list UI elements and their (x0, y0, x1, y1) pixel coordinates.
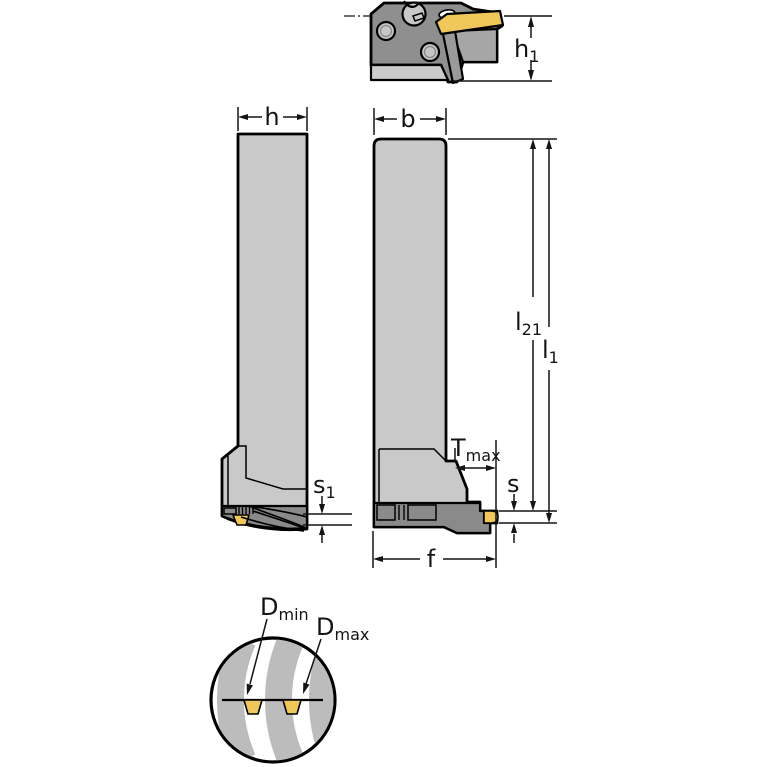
dim-s1 (303, 471, 352, 543)
hole-outline (377, 22, 395, 40)
top-view (344, 1, 552, 83)
arrowhead-down (511, 501, 517, 511)
front-view (373, 105, 559, 573)
dim-b-label: b (400, 105, 416, 133)
arrowhead-up (530, 139, 536, 149)
arrowhead-right (486, 556, 496, 562)
dim-s1-label: $s_1$ (313, 471, 336, 502)
dim-b (374, 105, 446, 135)
shank-front (374, 139, 497, 533)
clamp-band-front (374, 503, 490, 533)
arrowhead-up (319, 525, 325, 535)
dim-h-label: h (264, 103, 280, 131)
hole-outline (421, 43, 439, 61)
side-view (222, 103, 352, 543)
dim-f-label: f (426, 545, 436, 573)
dim-h (238, 103, 307, 131)
arrowhead-right (297, 114, 307, 120)
arrowhead-up (528, 16, 534, 27)
dim-l21 (515, 139, 542, 511)
arrowhead-down (530, 501, 536, 511)
arrowhead-left (374, 116, 384, 122)
arrowhead-up (511, 523, 517, 533)
insert-side-view (233, 515, 249, 525)
dim-s-label: s (507, 470, 520, 498)
arrowhead-down (528, 70, 534, 81)
arrowhead-left (373, 556, 383, 562)
head-lower-face (371, 65, 448, 80)
screw-hole-mid (421, 43, 439, 61)
dim-tmax-label: $T_{max}$ (451, 434, 501, 465)
insert-dmax (283, 700, 301, 714)
dim-l1 (542, 139, 559, 523)
dim-l1-label: $l_1$ (542, 336, 559, 367)
arrowhead-left (238, 114, 248, 120)
insert-dmin (244, 700, 262, 714)
arrowhead-right (436, 116, 446, 122)
dim-dmax-label: $D_{max}$ (316, 613, 370, 644)
arrowhead-up (546, 139, 552, 149)
shank-side (222, 134, 307, 530)
detail-view (211, 593, 369, 762)
arrowhead-down (546, 513, 552, 523)
dim-dmin-label: $D_{min}$ (260, 593, 309, 624)
dim-f (373, 531, 496, 573)
arrowhead-right (486, 465, 496, 471)
dim-h1-label: $h_1$ (514, 35, 540, 66)
arrowhead-down (319, 504, 325, 514)
screw-hole-left (377, 22, 395, 40)
dim-l21-label: $l_{21}$ (515, 308, 543, 339)
